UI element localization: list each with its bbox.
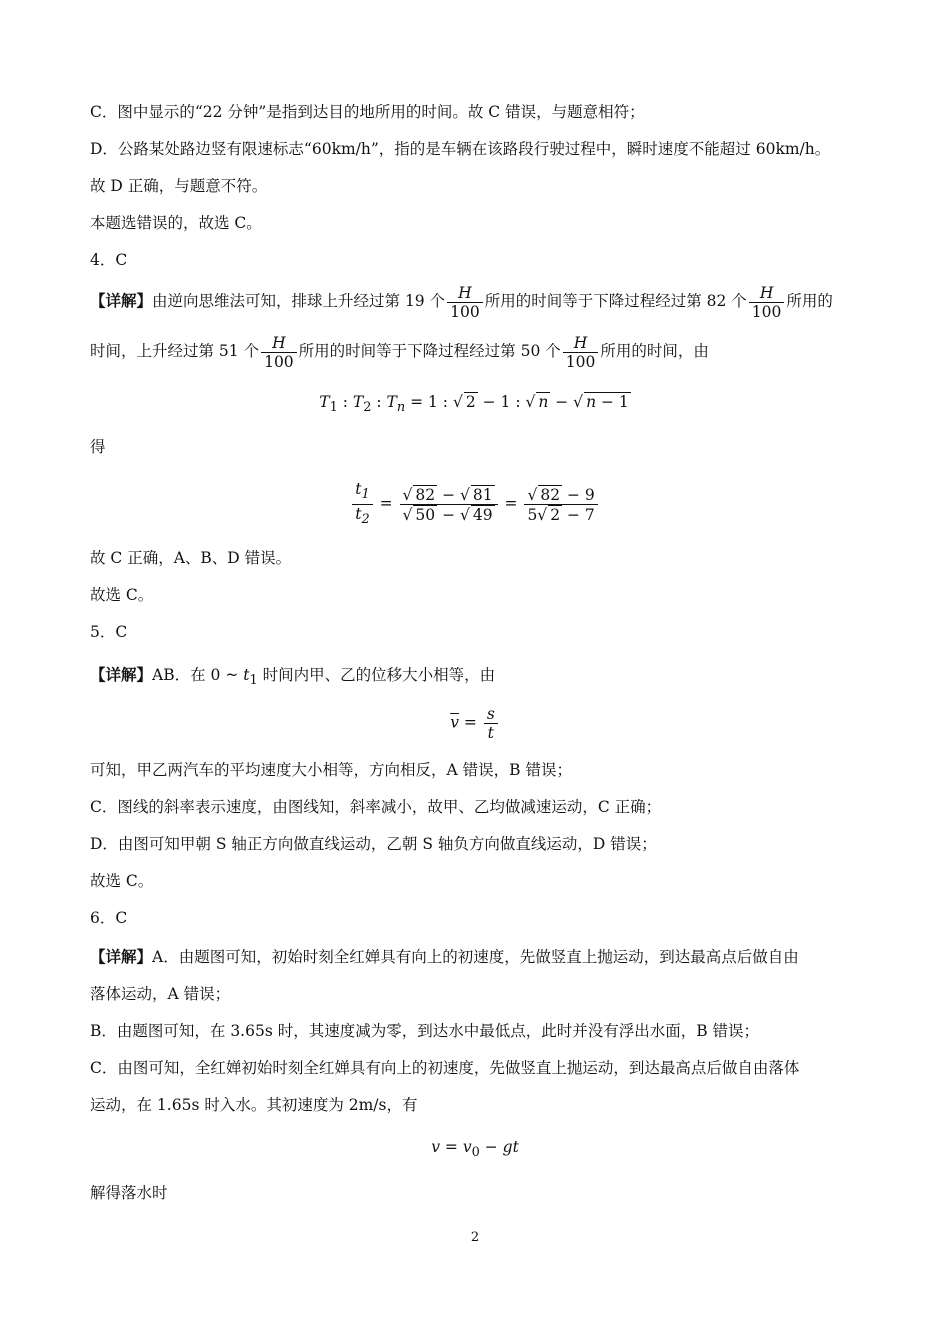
text-line: C．由图可知，全红婵初始时刻全红婵具有向上的初速度，先做竖直上抛运动，到达最高点后做自由落体 — [90, 1059, 800, 1077]
text-line — [90, 283, 833, 321]
text-line: 【详解】AB．在 0 ~ $t_1$ 时间内甲、乙的位移大小相等，由 — [90, 665, 496, 689]
text-line: 故 D 正确，与题意不符。 — [90, 177, 268, 195]
text-line: D．由图可知甲朝 S 轴正方向做直线运动，乙朝 S 轴负方向做直线运动，D 错误； — [90, 835, 657, 853]
equation-t-ratio: $\frac{t_1}{t_2}$ = $\frac{√ 82 - √ 81}{√ 50 - √ 49}$ = $\frac{√ 82 - 9}{5√ 2 - 7}$ — [0, 480, 950, 529]
text-line: 故选 C。 — [90, 872, 154, 890]
text-span: 所用的 — [786, 292, 833, 310]
text-line: 本题选错误的，故选 C。 — [90, 214, 262, 232]
detail-tag: 【详解】 — [90, 291, 153, 310]
fraction: $\frac{H}{100}$ — [749, 284, 785, 321]
fraction: $\frac{H}{100}$ — [563, 334, 599, 371]
fraction: $\frac{H}{100}$ — [447, 284, 483, 321]
text-line: 解得落水时 — [90, 1184, 168, 1202]
equation-average-velocity: $\overline{v}$ = $\frac{s}{t}$ — [0, 705, 950, 742]
question-number: 4．C — [90, 251, 128, 269]
text-span: 所用的时间等于下降过程经过第 50 个 — [298, 342, 561, 360]
text-span: AB．在 0 ~ — [152, 666, 244, 684]
page-number: 2 — [470, 1230, 480, 1245]
text-line: 得 — [90, 438, 106, 456]
text-line — [90, 947, 799, 967]
text-line: B．由题图可知，在 3.65s 时，其速度减为零，到达水中最低点，此时并没有浮出水面，B 错误； — [90, 1022, 760, 1040]
text-line: 可知，甲乙两汽车的平均速度大小相等，方向相反，A 错误，B 错误； — [90, 761, 572, 779]
text-line: 故选 C。 — [90, 586, 154, 604]
text-line — [90, 333, 709, 371]
question-number: 6．C — [90, 909, 128, 927]
text-line: 运动，在 1.65s 时入水。其初速度为 2m/s，有 — [90, 1096, 418, 1114]
text-line: 落体运动，A 错误； — [90, 985, 231, 1003]
equation-velocity: $v = v_0$ − gt — [431, 1138, 519, 1161]
text-span: 由逆向思维法可知，排球上升经过第 19 个 — [152, 292, 446, 310]
text-span: 时间内甲、乙的位移大小相等，由 — [257, 666, 496, 684]
text-span: 所用的时间等于下降过程经过第 82 个 — [484, 292, 747, 310]
text-line: C．图中显示的“22 分钟”是指到达目的地所用的时间。故 C 错误，与题意相符； — [90, 103, 645, 121]
detail-tag: 【详解】 — [90, 947, 153, 966]
math-var: t — [243, 666, 250, 684]
text-line: 故 C 正确，A、B、D 错误。 — [90, 549, 292, 567]
detail-tag: 【详解】 — [90, 665, 153, 684]
text-span: A．由题图可知，初始时刻全红婵具有向上的初速度，先做竖直上抛运动，到达最高点后做自由 — [152, 948, 799, 966]
fraction: $\frac{H}{100}$ — [261, 334, 297, 371]
question-number: 5．C — [90, 623, 128, 641]
text-line: C．图线的斜率表示速度，由图线知，斜率减小，故甲、乙均做减速运动，C 正确； — [90, 798, 662, 816]
text-span: 时间，上升经过第 51 个 — [90, 342, 260, 360]
equation-ratio: $T_1$ : $T_2$ : $T_n = 1$ : √ 2 − 1 : √ n − √ n − 1 — [319, 393, 629, 416]
text-line: D．公路某处路边竖有限速标志“60km/h”，指的是车辆在该路段行驶过程中，瞬时速度不能超过 60km/h。 — [90, 140, 831, 158]
text-span: 所用的时间，由 — [600, 342, 709, 360]
